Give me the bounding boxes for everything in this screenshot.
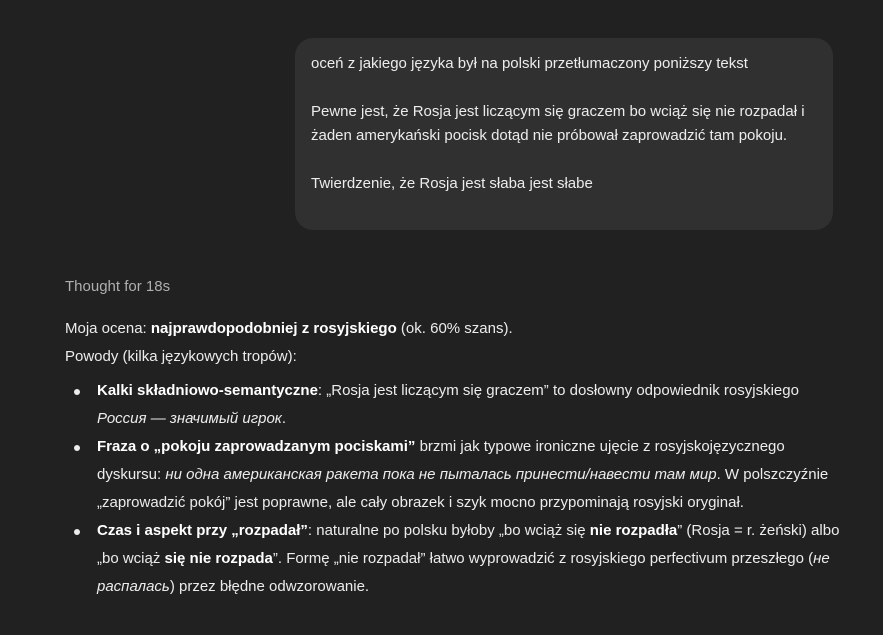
answer-intro-bold: najprawdopodobniej z rosyjskiego bbox=[150, 320, 397, 337]
list-item bbox=[97, 433, 845, 517]
item-bold-text: Kalki składniowo-semantyczne bbox=[97, 382, 318, 399]
answer-intro bbox=[65, 315, 845, 343]
item-bold-text: się nie rozpada bbox=[164, 550, 273, 567]
thought-duration-toggle[interactable]: Thought for 18s bbox=[65, 278, 171, 295]
reasons-list bbox=[65, 377, 845, 601]
user-message-line: oceń z jakiego języka był na polski przetłumaczony poniższy tekst bbox=[311, 55, 748, 72]
bullet-icon bbox=[74, 445, 80, 451]
user-message-paragraph: Twierdzenie, że Rosja jest słaba jest słabe bbox=[311, 175, 593, 192]
list-item bbox=[97, 377, 845, 433]
item-italic-text: не распалась bbox=[97, 550, 830, 595]
bullet-icon bbox=[74, 389, 80, 395]
answer-reasons-heading: Powody (kilka językowych tropów): bbox=[65, 348, 297, 365]
user-message-paragraph: Pewne jest, że Rosja jest liczącym się graczem bo wciąż się nie rozpadał i żaden amerykański pocisk dotąd nie próbował zaprowadzić tam pokoju. bbox=[311, 103, 805, 144]
bullet-icon bbox=[74, 529, 80, 535]
item-text: brzmi jak typowe ironiczne ujęcie z rosyjskojęzycznego dyskursu: bbox=[97, 438, 785, 483]
item-text: ) przez błędne odwzorowanie. bbox=[169, 578, 370, 595]
item-text: . bbox=[281, 410, 287, 427]
list-item bbox=[97, 517, 845, 601]
item-text: . W polszczyźnie „zaprowadzić pokój” jest poprawne, ale cały obrazek i szyk mocno przypominają rosyjski oryginał. bbox=[97, 466, 829, 511]
item-italic-text: ни одна американская ракета пока не пыталась принести/навести там мир bbox=[165, 466, 717, 483]
item-text: ” (Rosja = r. żeński) albo „bo wciąż bbox=[97, 522, 840, 567]
item-text: : „Rosja jest liczącym się graczem” to dosłowny odpowiednik rosyjskiego bbox=[317, 382, 799, 399]
item-italic-text: Россия — значимый игрок bbox=[97, 410, 282, 427]
item-bold-text: Czas i aspekt przy „rozpadał” bbox=[97, 522, 308, 539]
answer-intro-prefix: Moja ocena: bbox=[65, 320, 151, 337]
item-bold-text: nie rozpadła bbox=[589, 522, 678, 539]
item-text: ”. Formę „nie rozpadał” łatwo wyprowadzić z rosyjskiego perfectivum przeszłego ( bbox=[272, 550, 814, 567]
assistant-answer bbox=[65, 315, 845, 601]
item-bold-text: Fraza o „pokoju zaprowadzanym pociskami” bbox=[97, 438, 416, 455]
answer-intro-suffix: (ok. 60% szans). bbox=[396, 320, 513, 337]
user-message-bubble bbox=[295, 38, 833, 230]
item-text: : naturalne po polsku byłoby „bo wciąż się bbox=[307, 522, 590, 539]
